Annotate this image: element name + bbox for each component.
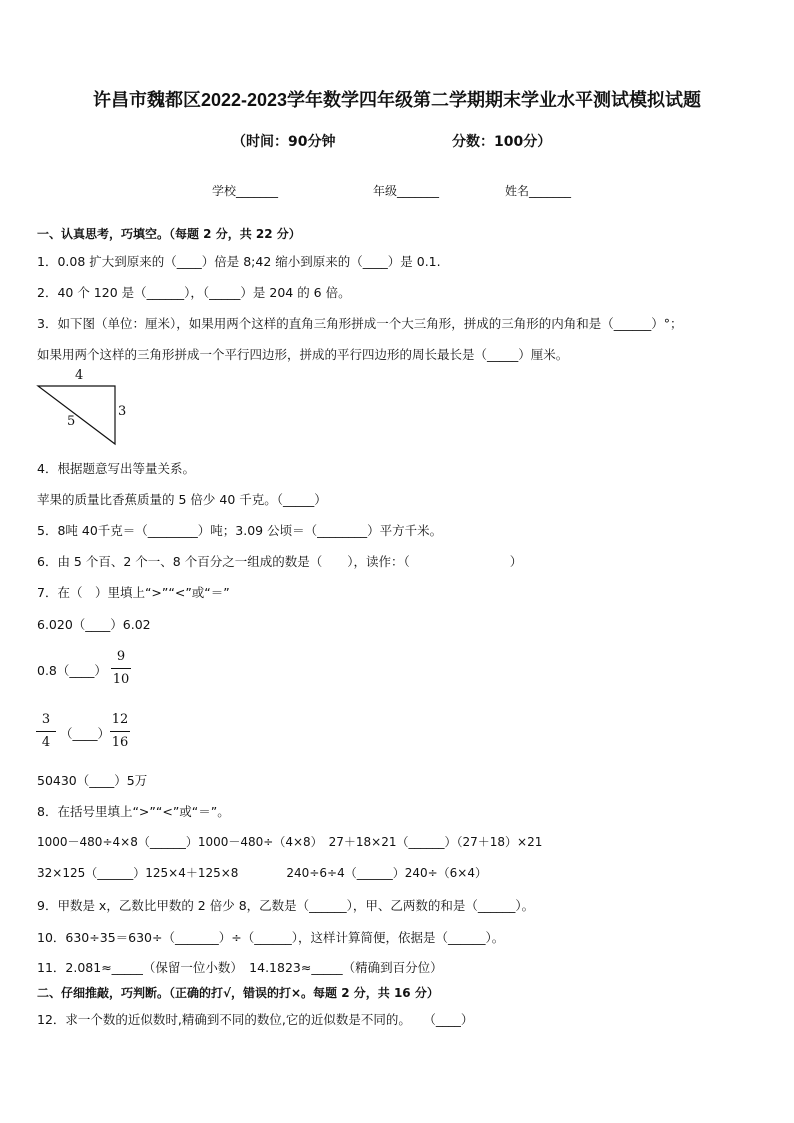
triangle-figure bbox=[35, 366, 135, 446]
question-7b-left: 0.8（____） bbox=[37, 663, 107, 678]
question-8a: 1000－480÷4×8（______）1000－480÷（4×8） 27＋18×21（______）（27＋18）×21 bbox=[37, 835, 543, 849]
question-7c-mid: （____） bbox=[60, 726, 111, 741]
question-11: 11．2.081≈_____（保留一位小数） 14.1823≈_____（精确到百分位） bbox=[37, 960, 443, 975]
question-8b: 32×125（______）125×4＋125×8 240÷6÷4（______）240÷（6×4） bbox=[37, 866, 487, 880]
fraction-bar bbox=[111, 668, 131, 669]
exam-score: 分数：100分） bbox=[452, 134, 552, 150]
fraction-12-16 bbox=[110, 711, 130, 752]
fraction-numerator: 3 bbox=[41, 712, 51, 727]
question-1: 1．0.08 扩大到原来的（____）倍是 8;42 缩小到原来的（____）是 0.1. bbox=[37, 254, 441, 269]
question-7a: 6.020（____）6.02 bbox=[37, 617, 151, 632]
section-2-heading: 二、仔细推敲，巧判断。（正确的打√，错误的打×。每题 2 分，共 16 分） bbox=[37, 986, 439, 1000]
triangle-side-top: 4 bbox=[75, 368, 84, 383]
fraction-9-10 bbox=[111, 648, 131, 689]
fraction-denominator: 16 bbox=[111, 735, 129, 750]
question-3-part-1: 3．如下图（单位：厘米），如果用两个这样的直角三角形拼成一个大三角形，拼成的三角形的内角和是（______）°； bbox=[37, 316, 683, 331]
fraction-numerator: 12 bbox=[111, 712, 129, 727]
question-4-part-2: 苹果的质量比香蕉质量的 5 倍少 40 千克。（_____） bbox=[37, 492, 327, 507]
triangle-side-hypotenuse: 5 bbox=[67, 414, 76, 429]
fraction-bar bbox=[110, 731, 130, 732]
question-8: 8．在括号里填上“>”“<”或“＝”。 bbox=[37, 804, 230, 819]
question-12: 12．求一个数的近似数时,精确到不同的数位,它的近似数是不同的。 （____） bbox=[37, 1012, 474, 1027]
question-5: 5．8吨 40千克＝（________）吨；3.09 公顷＝（________）平方千米。 bbox=[37, 523, 443, 538]
exam-time: （时间：90分钟 bbox=[232, 134, 336, 150]
question-10: 10．630÷35＝630÷（_______）÷（______），这样计算简便，依据是（______）。 bbox=[37, 930, 505, 945]
school-field[interactable]: 学校_______ bbox=[212, 184, 279, 198]
fraction-3-4 bbox=[36, 711, 56, 752]
question-6: 6．由 5 个百、2 个一、8 个百分之一组成的数是（ ），读作：（ ） bbox=[37, 554, 523, 569]
fraction-denominator: 10 bbox=[112, 672, 130, 687]
fraction-numerator: 9 bbox=[116, 649, 126, 664]
name-field[interactable]: 姓名_______ bbox=[505, 184, 572, 198]
triangle-side-right: 3 bbox=[118, 404, 127, 419]
question-2: 2．40 个 120 是（______），（_____）是 204 的 6 倍。 bbox=[37, 285, 351, 300]
fraction-bar bbox=[36, 731, 56, 732]
fraction-denominator: 4 bbox=[41, 735, 51, 750]
question-7: 7．在（ ）里填上“>”“<”或“＝” bbox=[37, 585, 230, 600]
question-7d: 50430（____）5万 bbox=[37, 773, 148, 788]
exam-title: 许昌市魏都区2022-2023学年数学四年级第二学期期末学业水平测试模拟试题 bbox=[92, 90, 702, 110]
question-3-part-2: 如果用两个这样的三角形拼成一个平行四边形，拼成的平行四边形的周长最长是（_____）厘米。 bbox=[37, 347, 569, 362]
question-4-part-1: 4．根据题意写出等量关系。 bbox=[37, 461, 195, 476]
question-9: 9．甲数是 x，乙数比甲数的 2 倍少 8，乙数是（______），甲、乙两数的和是（______）。 bbox=[37, 898, 535, 913]
section-1-heading: 一、认真思考，巧填空。（每题 2 分，共 22 分） bbox=[37, 227, 301, 241]
grade-field[interactable]: 年级_______ bbox=[373, 184, 440, 198]
